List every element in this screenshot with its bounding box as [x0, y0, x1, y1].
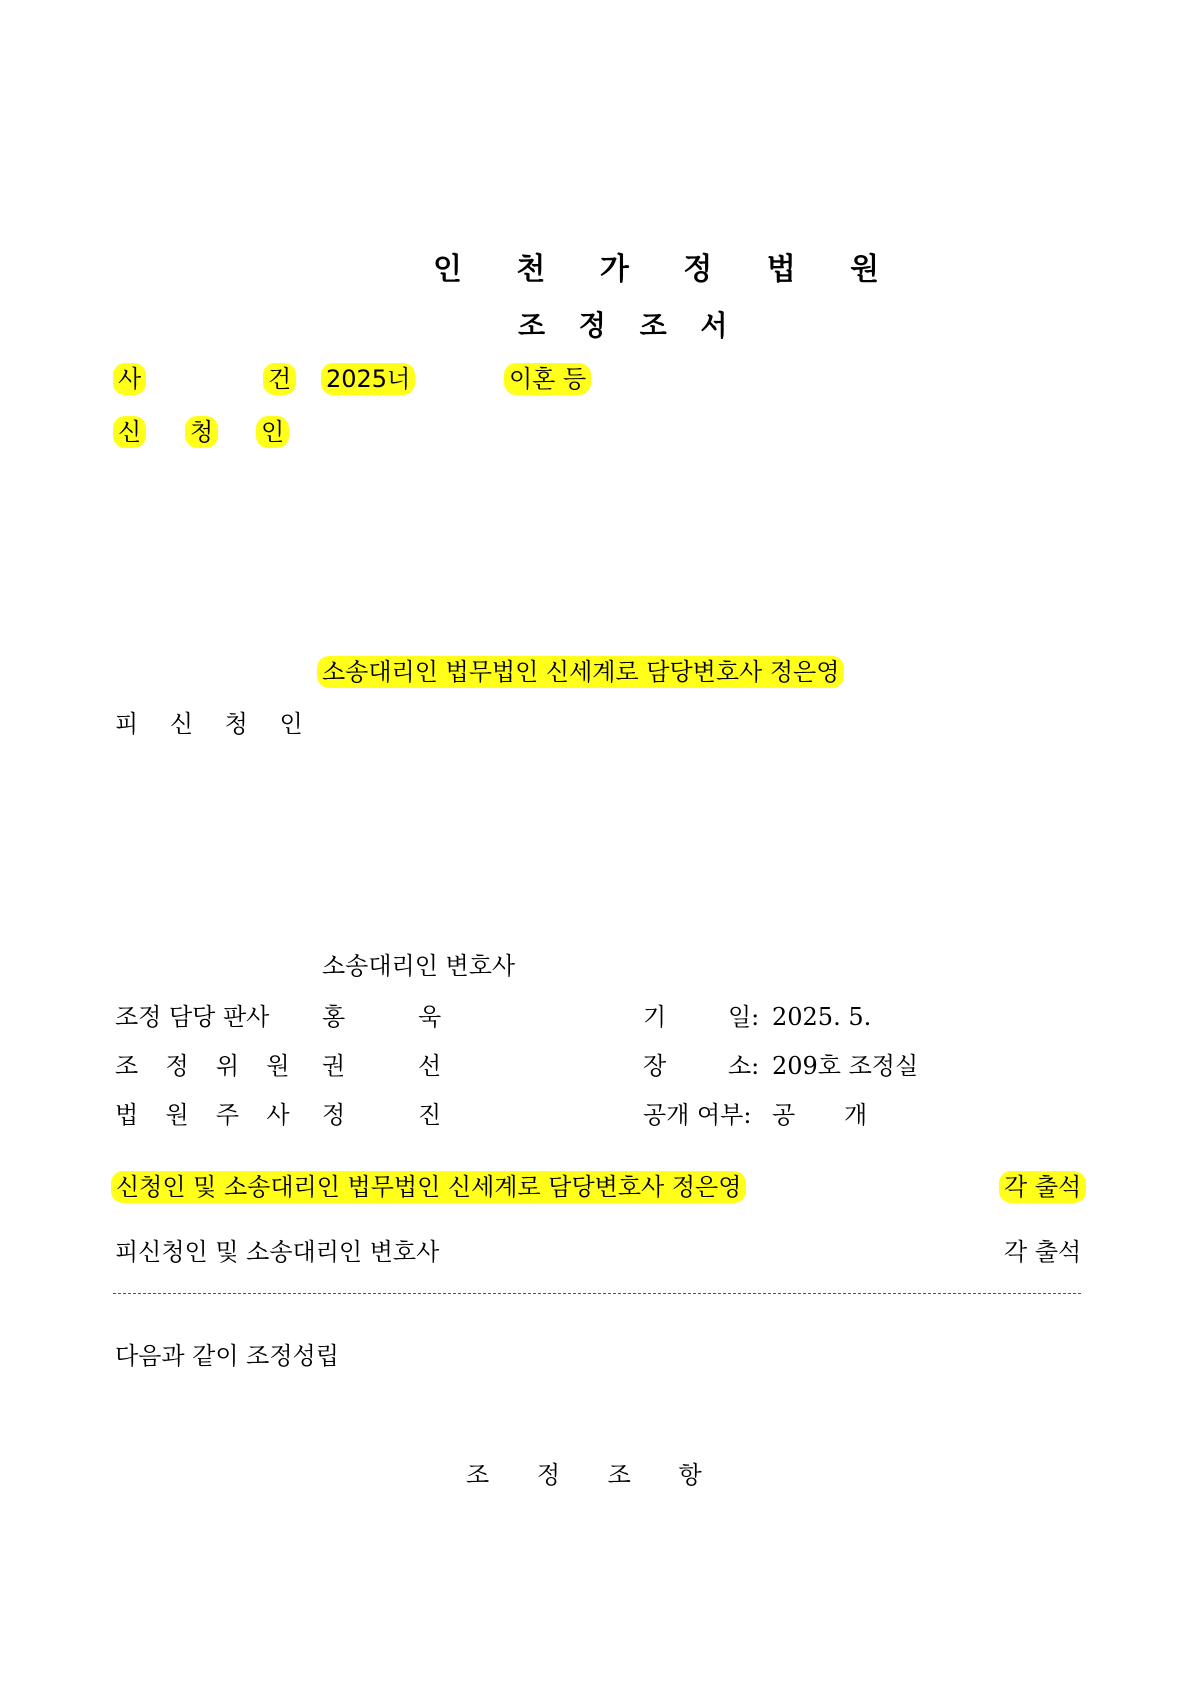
date-value: 2025. 5. — [772, 1003, 872, 1031]
applicant-agent: 소송대리인 법무법인 신세계로 담당변호사 정은영 — [322, 660, 844, 684]
attendance-respondent-parties: 피신청인 및 소송대리인 변호사 — [115, 1238, 440, 1266]
official-name-judge-2: 욱 — [418, 1003, 442, 1031]
applicant-label-char-1: 신 — [118, 420, 146, 444]
official-role-clerk: 법 원 주 사 — [115, 1101, 294, 1129]
case-label-char-1: 사 — [118, 367, 146, 391]
official-name-judge-1: 홍 — [322, 1003, 346, 1031]
applicant-label-char-2: 청 — [190, 420, 218, 444]
document-title: 조 정 조 서 — [518, 309, 740, 342]
public-label: 공개 여부: — [643, 1101, 752, 1129]
official-name-mediator-1: 권 — [322, 1052, 346, 1080]
date-label-char-1: 기 — [643, 1003, 667, 1031]
case-label-char-2: 건 — [268, 367, 296, 391]
respondent-agent: 소송대리인 변호사 — [322, 952, 516, 980]
mediation-result: 다음과 같이 조정성립 — [115, 1342, 339, 1370]
place-label-char-2: 소: — [728, 1052, 760, 1080]
respondent-label: 피 신 청 인 — [115, 710, 315, 738]
official-name-mediator-2: 선 — [418, 1052, 442, 1080]
official-name-clerk-1: 정 — [322, 1101, 346, 1129]
place-value: 209호 조정실 — [772, 1052, 919, 1080]
attendance-applicant-status: 각 출석 — [1004, 1175, 1086, 1199]
attendance-applicant-parties: 신청인 및 소송대리인 법무법인 신세계로 담당변호사 정은영 — [116, 1175, 746, 1199]
dashed-divider — [113, 1293, 1081, 1294]
court-name: 인 천 가 정 법 원 — [433, 252, 902, 287]
official-role-mediator: 조 정 위 원 — [115, 1052, 294, 1080]
public-value-char-1: 공 — [772, 1101, 796, 1129]
official-name-clerk-2: 진 — [418, 1101, 442, 1129]
public-value-char-2: 개 — [844, 1101, 868, 1129]
case-number: 2025너 — [326, 367, 415, 391]
date-label-char-2: 일: — [728, 1003, 760, 1031]
official-role-judge: 조정 담당 판사 — [115, 1003, 270, 1031]
terms-heading: 조 정 조 항 — [466, 1461, 722, 1489]
place-label-char-1: 장 — [643, 1052, 667, 1080]
case-name: 이혼 등 — [509, 367, 591, 391]
applicant-label-char-3: 인 — [261, 420, 289, 444]
attendance-respondent-status: 각 출석 — [1004, 1238, 1082, 1266]
